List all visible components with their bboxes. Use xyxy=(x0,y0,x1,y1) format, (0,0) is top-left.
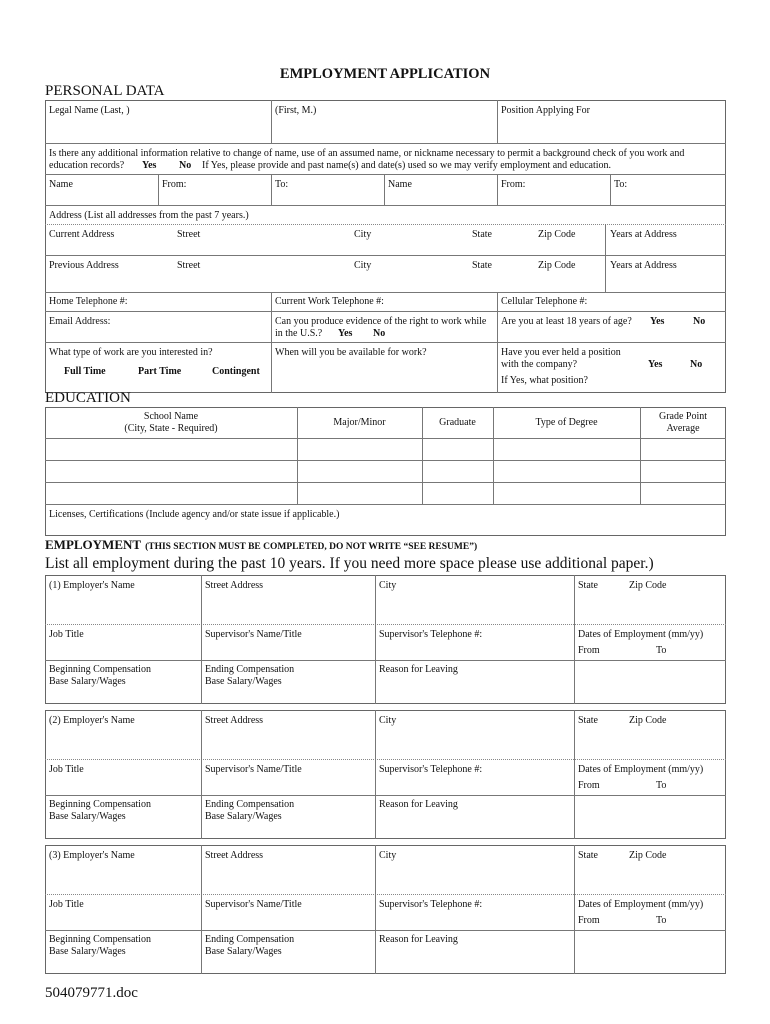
previous-address-label: Previous Address xyxy=(49,260,119,271)
employer-3-dates-label: Dates of Employment (mm/yy) xyxy=(578,899,704,910)
current-zip-label: Zip Code xyxy=(538,229,576,240)
current-years-label: Years at Address xyxy=(610,229,677,240)
rule xyxy=(45,460,726,461)
rule xyxy=(45,255,726,256)
rule xyxy=(45,759,726,760)
age-no-option[interactable]: No xyxy=(693,316,706,327)
address-note: Address (List all addresses from the past 7 years.) xyxy=(49,210,249,221)
rule xyxy=(574,845,575,974)
employer-1-dates-label: Dates of Employment (mm/yy) xyxy=(578,629,704,640)
employer-1-zip-label: Zip Code xyxy=(629,580,667,591)
employment-note: (THIS SECTION MUST BE COMPLETED, DO NOT WRITE “SEE RESUME”) xyxy=(145,542,478,552)
employer-1-street-label: Street Address xyxy=(205,580,264,591)
held-position-no-option[interactable]: No xyxy=(690,359,703,370)
employer-2-supervisor-name-label: Supervisor's Name/Title xyxy=(205,764,302,775)
age-question: Are you at least 18 years of age? xyxy=(501,316,632,327)
current-state-label: State xyxy=(472,229,492,240)
rule xyxy=(201,575,202,704)
rule xyxy=(497,174,498,205)
additional-no-option[interactable]: No xyxy=(179,160,192,171)
work-evidence-question: Can you produce evidence of the right to work while xyxy=(275,316,487,327)
education-heading: EDUCATION xyxy=(45,390,131,406)
held-position-yes-option[interactable]: Yes xyxy=(648,359,663,370)
previous-state-label: State xyxy=(472,260,492,271)
prior-name-label-2: Name xyxy=(388,179,412,190)
employer-3-end-comp-label: Ending Compensation xyxy=(205,934,295,945)
current-city-label: City xyxy=(354,229,372,240)
employer-3-dates-to-label: To xyxy=(656,915,667,926)
rule xyxy=(384,174,385,205)
evidence-yes-option[interactable]: Yes xyxy=(338,328,353,339)
employer-2-reason-label: Reason for Leaving xyxy=(379,799,458,810)
prior-from-label: From: xyxy=(162,179,187,190)
major-minor-header: Major/Minor xyxy=(333,417,386,428)
employer-2-job-title-label: Job Title xyxy=(49,764,84,775)
prior-to-label: To: xyxy=(275,179,289,190)
employer-2-dates-label: Dates of Employment (mm/yy) xyxy=(578,764,704,775)
rule xyxy=(375,575,376,704)
additional-info-question: Is there any additional information relative to change of name, use of an assumed name, or nickname necessary to permit a background check of you work and xyxy=(49,148,685,159)
rule xyxy=(45,174,726,175)
rule xyxy=(271,174,272,205)
held-position-question: Have you ever held a position xyxy=(501,347,621,358)
additional-yes-option[interactable]: Yes xyxy=(142,160,157,171)
employer-2-end-comp-label: Ending Compensation xyxy=(205,799,295,810)
employer-3-supervisor-tel-label: Supervisor's Telephone #: xyxy=(379,899,483,910)
employer-3-supervisor-name-label: Supervisor's Name/Title xyxy=(205,899,302,910)
rule xyxy=(45,482,726,483)
employer-1-supervisor-tel-label: Supervisor's Telephone #: xyxy=(379,629,483,640)
employer-2-supervisor-tel-label: Supervisor's Telephone #: xyxy=(379,764,483,775)
employment-list-note: List all employment during the past 10 years. If you need more space please use additional paper.) xyxy=(45,555,654,572)
employer-3-dates-from-label: From xyxy=(578,915,600,926)
rule xyxy=(45,624,726,625)
previous-years-label: Years at Address xyxy=(610,260,677,271)
current-address-label: Current Address xyxy=(49,229,115,240)
first-name-label: (First, M.) xyxy=(275,105,317,116)
work-type-question: What type of work are you interested in? xyxy=(49,347,213,358)
cell-telephone-label: Cellular Telephone #: xyxy=(501,296,588,307)
previous-zip-label: Zip Code xyxy=(538,260,576,271)
rule xyxy=(45,504,726,505)
employer-2-name-label: (2) Employer's Name xyxy=(49,715,135,726)
previous-city-label: City xyxy=(354,260,372,271)
employer-3-city-label: City xyxy=(379,850,397,861)
rule xyxy=(201,845,202,974)
rule xyxy=(45,224,726,225)
rule xyxy=(497,100,498,143)
employer-3-end-base-label: Base Salary/Wages xyxy=(205,946,282,957)
employer-1-dates-from-label: From xyxy=(578,645,600,656)
school-name-header: School Name xyxy=(143,411,199,422)
employer-1-dates-to-label: To xyxy=(656,645,667,656)
rule xyxy=(610,174,611,205)
employer-1-supervisor-name-label: Supervisor's Name/Title xyxy=(205,629,302,640)
gpa-subheader: Average xyxy=(666,423,700,434)
employer-2-dates-from-label: From xyxy=(578,780,600,791)
age-yes-option[interactable]: Yes xyxy=(650,316,665,327)
employer-3-street-label: Street Address xyxy=(205,850,264,861)
employer-3-zip-label: Zip Code xyxy=(629,850,667,861)
rule xyxy=(45,438,726,439)
prior-from-label-2: From: xyxy=(501,179,526,190)
employer-2-state-label: State xyxy=(578,715,598,726)
employer-3-name-label: (3) Employer's Name xyxy=(49,850,135,861)
rule xyxy=(45,143,726,144)
rule xyxy=(45,292,726,293)
if-yes-position-label: If Yes, what position? xyxy=(501,375,588,386)
home-telephone-label: Home Telephone #: xyxy=(49,296,128,307)
rule xyxy=(574,710,575,839)
employer-1-city-label: City xyxy=(379,580,397,591)
employer-2-city-label: City xyxy=(379,715,397,726)
employer-3-state-label: State xyxy=(578,850,598,861)
employer-2-begin-comp-label: Beginning Compensation xyxy=(49,799,151,810)
rule xyxy=(45,205,726,206)
full-time-option[interactable]: Full Time xyxy=(64,366,106,377)
employer-3-begin-base-label: Base Salary/Wages xyxy=(49,946,126,957)
part-time-option[interactable]: Part Time xyxy=(138,366,182,377)
school-name-subheader: (City, State - Required) xyxy=(124,423,218,434)
rule xyxy=(45,342,726,343)
availability-question: When will you be available for work? xyxy=(275,347,427,358)
legal-name-label: Legal Name (Last, ) xyxy=(49,105,130,116)
rule xyxy=(201,710,202,839)
graduate-header: Graduate xyxy=(439,417,476,428)
employer-1-begin-base-label: Base Salary/Wages xyxy=(49,676,126,687)
evidence-no-option[interactable]: No xyxy=(373,328,386,339)
employer-2-end-base-label: Base Salary/Wages xyxy=(205,811,282,822)
form-title: EMPLOYMENT APPLICATION xyxy=(279,66,491,82)
rule xyxy=(45,894,726,895)
education-records-label: education records? xyxy=(49,160,125,171)
work-evidence-question-2: in the U.S.? xyxy=(275,328,323,339)
current-street-label: Street xyxy=(177,229,201,240)
employer-1-end-comp-label: Ending Compensation xyxy=(205,664,295,675)
gpa-header: Grade Point xyxy=(658,411,708,422)
employer-1-state-label: State xyxy=(578,580,598,591)
licenses-label: Licenses, Certifications (Include agency and/or state issue if applicable.) xyxy=(49,509,340,520)
personal-data-heading: PERSONAL DATA xyxy=(45,83,165,99)
employer-2-zip-label: Zip Code xyxy=(629,715,667,726)
employer-3-reason-label: Reason for Leaving xyxy=(379,934,458,945)
employer-3-job-title-label: Job Title xyxy=(49,899,84,910)
employment-heading xyxy=(45,536,477,554)
rule xyxy=(158,174,159,205)
rule xyxy=(497,292,498,393)
previous-street-label: Street xyxy=(177,260,201,271)
document-filename: 504079771.doc xyxy=(45,985,138,1001)
employer-1-job-title-label: Job Title xyxy=(49,629,84,640)
rule xyxy=(271,100,272,143)
rule xyxy=(574,575,575,704)
rule xyxy=(375,710,376,839)
employer-2-dates-to-label: To xyxy=(656,780,667,791)
employer-2-street-label: Street Address xyxy=(205,715,264,726)
prior-to-label-2: To: xyxy=(614,179,628,190)
rule xyxy=(45,311,726,312)
contingent-option[interactable]: Contingent xyxy=(212,366,260,377)
prior-name-label: Name xyxy=(49,179,73,190)
rule xyxy=(271,292,272,393)
held-position-question-2: with the company? xyxy=(501,359,578,370)
employer-1-name-label: (1) Employer's Name xyxy=(49,580,135,591)
position-label: Position Applying For xyxy=(501,105,590,116)
rule xyxy=(375,845,376,974)
rule xyxy=(45,660,726,661)
employment-title: EMPLOYMENT xyxy=(45,537,142,552)
employer-3-begin-comp-label: Beginning Compensation xyxy=(49,934,151,945)
additional-if-yes-note: If Yes, please provide and past name(s) and date(s) used so we may verify employment and education. xyxy=(202,160,612,171)
employer-2-begin-base-label: Base Salary/Wages xyxy=(49,811,126,822)
employer-1-end-base-label: Base Salary/Wages xyxy=(205,676,282,687)
rule xyxy=(45,930,726,931)
degree-type-header: Type of Degree xyxy=(535,417,598,428)
email-label: Email Address: xyxy=(49,316,111,327)
employer-1-reason-label: Reason for Leaving xyxy=(379,664,458,675)
rule xyxy=(45,795,726,796)
rule xyxy=(605,224,606,292)
work-telephone-label: Current Work Telephone #: xyxy=(275,296,384,307)
employer-1-begin-comp-label: Beginning Compensation xyxy=(49,664,151,675)
